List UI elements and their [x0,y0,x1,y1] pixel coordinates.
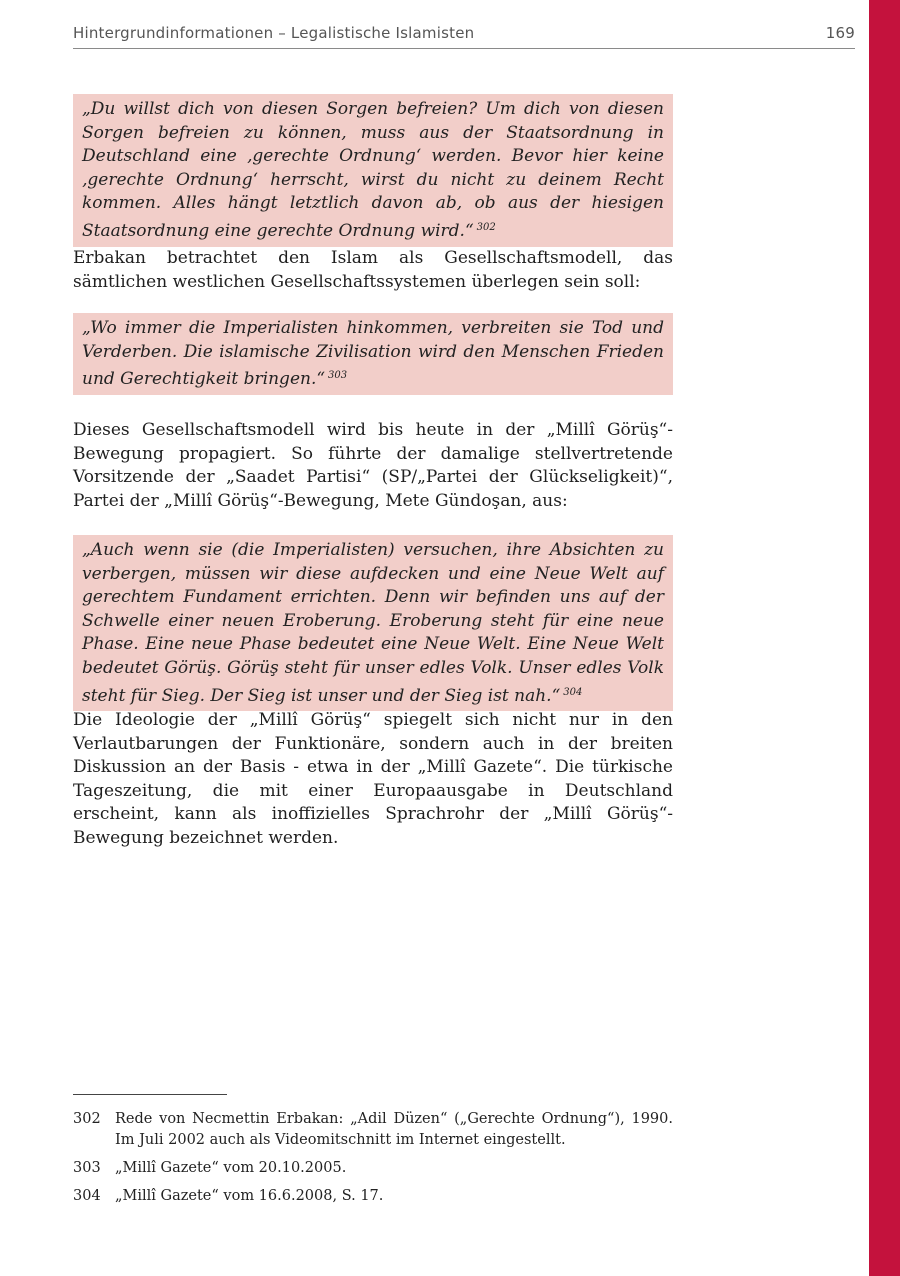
footnote-reference[interactable]: 303 [328,370,348,382]
footnote-divider [73,1094,227,1095]
quote-text: „Du willst dich von diesen Sorgen befreien? Um dich von diesen Sorgen befreien zu können, muss aus der Staatsordnung in Deutschland eine ‚gerechte Ordnung‘ werden. Bevor hier keine ‚gerechte Ordnung‘ herrscht, wirst du nicht zu deinem Recht kommen. Alles hängt letztlich davon ab, ob aus der hiesigen Staatsordnung eine gerechte Ordnung wird.“ [82,99,664,241]
footnote-text: Rede von Necmettin Erbakan: „Adil Düzen“ („Gerechte Ordnung“), 1990. Im Juli 2002 auch als Videomitschnitt im Internet eingestellt. [115,1111,673,1148]
footnote-number: 302 [73,1111,101,1127]
footnote-number: 303 [73,1160,101,1176]
page-number: 169 [825,24,855,42]
footnote-text: „Millî Gazete“ vom 16.6.2008, S. 17. [115,1188,384,1204]
page-header [73,24,855,49]
footnote-text: „Millî Gazete“ vom 20.10.2005. [115,1160,347,1176]
footnote-reference[interactable]: 304 [563,686,583,698]
footnote-number: 304 [73,1188,101,1204]
quote-text: „Auch wenn sie (die Imperialisten) versuchen, ihre Absichten zu verbergen, müssen wir diese aufdecken und eine Neue Welt auf gerechtem Fundament errichten. Denn wir befinden uns auf der Schwelle einer neuen Eroberung. Eroberung steht für eine neue Phase. Eine neue Phase bedeutet eine Neue Welt. Eine Neue Welt bedeutet Görüş. Görüş steht für unser edles Volk. Unser edles Volk steht für Sieg. Der Sieg ist unser und der Sieg ist nah.“ [82,540,664,706]
quote-text: „Wo immer die Imperialisten hinkommen, verbreiten sie Tod und Verderben. Die islamische Zivilisation wird den Menschen Frieden und Gerechtigkeit bringen.“ [82,318,664,390]
quote-block-2 [73,313,673,395]
footnote-303 [73,1158,673,1179]
accent-side-bar [869,0,900,1276]
paragraph-1: Erbakan betrachtet den Islam als Gesellschaftsmodell, das sämtlichen westlichen Gesellschaftssystemen überlegen sein soll: [73,248,673,292]
footnote-reference[interactable]: 302 [476,221,496,233]
footnote-304 [73,1186,673,1207]
paragraph-2: Dieses Gesellschaftsmodell wird bis heute in der „Millî Görüş“-Bewegung propagiert. So führte der damalige stellvertretende Vorsitzende der „Saadet Partisi“ (SP/„Partei der Glückseligkeit)“, Partei der „Millî Görüş“-Bewegung, Mete Gündoşan, aus: [73,420,673,511]
quote-block-3 [73,535,673,711]
paragraph-3: Die Ideologie der „Millî Görüş“ spiegelt sich nicht nur in den Verlautbarungen der Funktionäre, sondern auch in der breiten Diskussion an der Basis - etwa in der „Millî Gazete“. Die türkische Tageszeitung, die mit einer Europaausgabe in Deutschland erscheint, kann als inoffizielles Sprachrohr der „Millî Görüş“-Bewegung bezeichnet werden. [73,710,673,848]
footnote-302 [73,1109,673,1151]
running-title: Hintergrundinformationen – Legalistische Islamisten [73,24,475,42]
quote-block-1 [73,94,673,247]
